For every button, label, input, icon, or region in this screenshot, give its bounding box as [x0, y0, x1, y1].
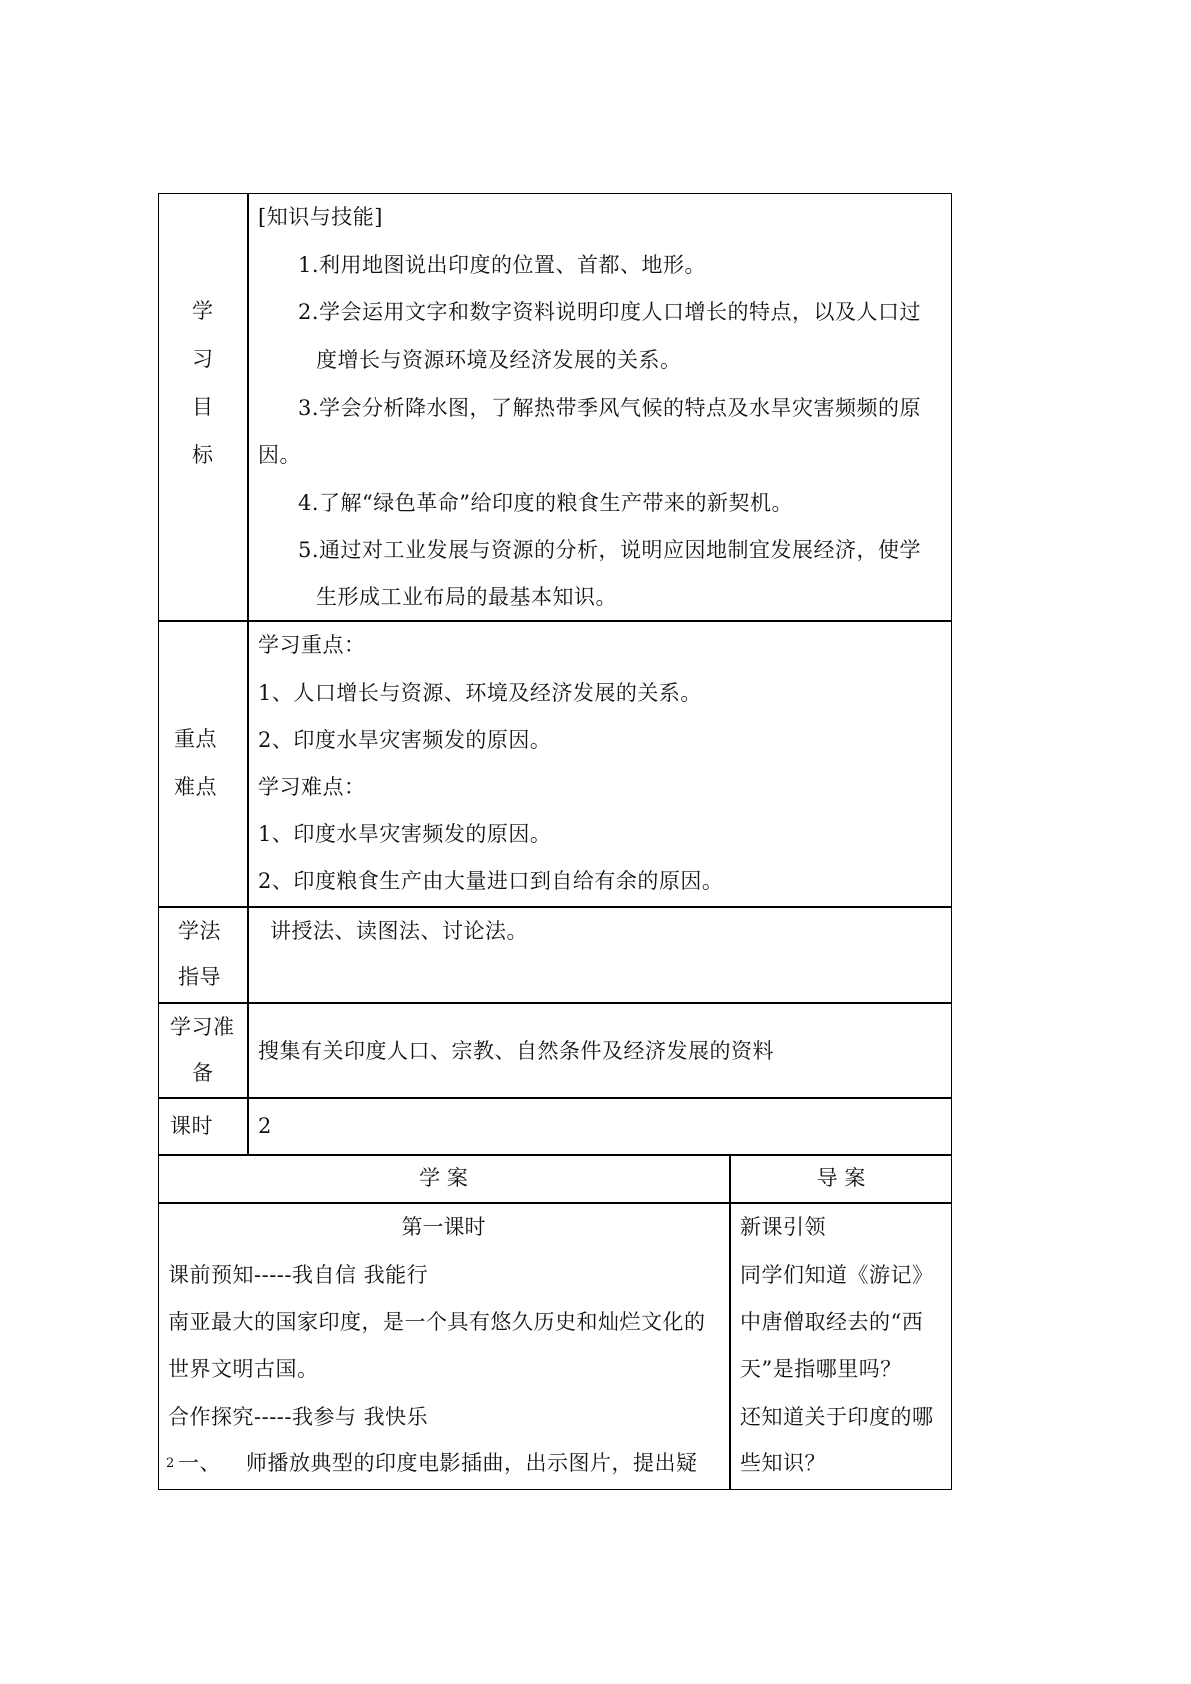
prep-label: 备 — [192, 1061, 214, 1085]
study-plan-line: 南亚最大的国家印度，是一个具有悠久历史和灿烂文化的 — [168, 1310, 706, 1334]
lesson-title: 第一课时 — [401, 1215, 486, 1239]
keypoints-line: 2、印度粮食生产由大量进口到自给有余的原因。 — [258, 869, 724, 893]
method-label: 指导 — [178, 965, 221, 989]
keypoints-label: 重点 — [174, 727, 217, 751]
row-divider — [158, 1154, 952, 1156]
row-divider — [158, 906, 952, 908]
objective-item: 1.利用地图说出印度的位置、首都、地形。 — [298, 253, 707, 277]
objective-item-continued: 因。 — [258, 443, 301, 467]
prep-text: 搜集有关印度人口、宗教、自然条件及经济发展的资料 — [258, 1039, 774, 1063]
row-divider — [158, 1202, 952, 1204]
plan-column-divider — [729, 1154, 731, 1490]
study-plan-line: 世界文明古国。 — [168, 1357, 319, 1381]
hours-label: 课时 — [170, 1114, 213, 1138]
guide-plan-line: 天”是指哪里吗？ — [740, 1357, 902, 1381]
objective-item: 5.通过对工业发展与资源的分析，说明应因地制宜发展经济，使学 — [298, 538, 922, 562]
keypoints-line: 学习难点： — [258, 775, 366, 799]
row-divider — [158, 1097, 952, 1099]
objective-item: 3.学会分析降水图，了解热带季风气候的特点及水旱灾害频频的原 — [298, 396, 922, 420]
guide-plan-line: 还知道关于印度的哪 — [740, 1405, 934, 1429]
study-plan-line: 师播放典型的印度电影插曲，出示图片，提出疑 — [246, 1451, 698, 1475]
hours-value: 2 — [258, 1114, 272, 1138]
objectives-label-char: 目 — [192, 395, 214, 419]
objectives-label-char: 标 — [192, 443, 214, 467]
objectives-header: [知识与技能] — [258, 205, 383, 229]
row-divider — [158, 620, 952, 622]
row-divider — [158, 1002, 952, 1004]
guide-plan-line: 新课引领 — [740, 1215, 826, 1239]
objectives-label-char: 学 — [192, 299, 214, 323]
keypoints-line: 学习重点： — [258, 633, 366, 657]
method-text: 讲授法、读图法、讨论法。 — [270, 919, 528, 943]
keypoints-label: 难点 — [174, 775, 217, 799]
keypoints-line: 2、印度水旱灾害频发的原因。 — [258, 728, 552, 752]
study-plan-line: 课前预知-----我自信 我能行 — [168, 1263, 429, 1287]
keypoints-line: 1、印度水旱灾害频发的原因。 — [258, 822, 552, 846]
keypoints-line: 1、人口增长与资源、环境及经济发展的关系。 — [258, 681, 702, 705]
guide-plan-line: 些知识？ — [740, 1451, 826, 1475]
method-label: 学法 — [178, 919, 221, 943]
objective-item: 4.了解“绿色革命”给印度的粮食生产带来的新契机。 — [298, 491, 794, 515]
guide-plan-line: 中唐僧取经去的“西 — [740, 1310, 924, 1334]
objective-item-continued: 度增长与资源环境及经济发展的关系。 — [316, 348, 682, 372]
study-plan-header: 学 案 — [419, 1166, 468, 1190]
objectives-label-char: 习 — [192, 347, 214, 371]
guide-plan-header: 导 案 — [816, 1166, 866, 1190]
study-plan-item-prefix: 一、 — [178, 1451, 221, 1475]
prep-label: 学习准 — [170, 1015, 235, 1039]
page-number: 2 — [166, 1456, 175, 1471]
study-plan-line: 合作探究-----我参与 我快乐 — [168, 1405, 429, 1429]
objective-item-continued: 生形成工业布局的最基本知识。 — [316, 585, 617, 609]
label-column-divider — [247, 193, 249, 1155]
guide-plan-line: 同学们知道《游记》 — [740, 1263, 934, 1287]
objective-item: 2.学会运用文字和数字资料说明印度人口增长的特点，以及人口过 — [298, 300, 922, 324]
